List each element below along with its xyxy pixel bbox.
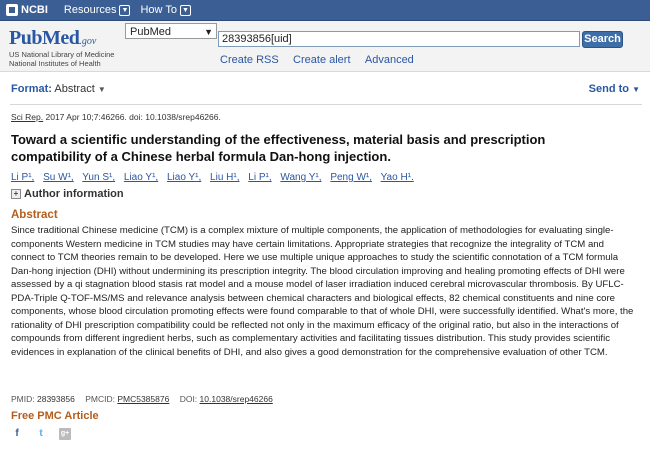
chevron-down-icon: ▼ [180, 5, 191, 16]
author-link[interactable]: Wang Y¹, [280, 172, 322, 183]
abstract-heading: Abstract [11, 209, 58, 221]
social-share [11, 428, 71, 440]
google-plus-icon[interactable]: g+ [59, 428, 71, 440]
expand-plus-icon: + [11, 189, 21, 199]
author-list [11, 172, 420, 183]
search-links [220, 52, 425, 66]
author-link[interactable]: Li P¹, [11, 172, 35, 183]
abstract-text: Since traditional Chinese medicine (TCM) is a complex mixture of multiple components, the application of methodologies for evaluating single-components Western medicine in TCM studies may have certain limitations. Appropriate strategies that recognize the integrality of TCM and connect to TCM theories remain to be developed. Here we use multiple unique approaches to study the scientific connotation of a TCM formula Dan-hong injection (DHI) without undermining its prescription integrity. The blood circulation improving and healing promoting effects of DHI were assessed by a qi stagnation blood stasis rat model and a mouse model of laser irradiation induced cerebral microvascular thrombosis. By UFLC-PDA-Triple Q-TOF-MS/MS and relevance analysis between chemical characters and biological effects, 82 chemical constituents and nine core components, whose blood circulation promoting effects were found comparable to that of whole DHI, were successfully identified. What's more, the rationality of DHI prescription compatibility could be reflected not only in the maximum efficacy of the original ratio, but also in the interactions of compounds from different ingredient herbs, such as complementary activities and facilitating tissues distribution. This study provides scientific evidences in explanation of the clinical benefits of DHI, and also gives a good demonstration for the comprehensive evaluation of other TCM. [11, 225, 634, 358]
create-rss-link[interactable]: Create RSS [220, 54, 279, 66]
author-link[interactable]: Yao H¹. [380, 172, 414, 183]
author-link[interactable]: Liao Y¹, [166, 172, 202, 183]
pmcid-label: PMCID: [85, 394, 115, 404]
chevron-down-icon: ▼ [204, 27, 213, 37]
logo-gov: .gov [79, 36, 97, 47]
free-pmc-article-link[interactable]: Free PMC Article [11, 410, 99, 422]
author-link[interactable]: Yun S¹, [82, 172, 116, 183]
twitter-icon[interactable]: t [39, 428, 43, 439]
advanced-link[interactable]: Advanced [364, 54, 414, 66]
ncbi-top-bar [0, 0, 650, 21]
article-identifiers [11, 394, 281, 404]
pmid-value: 28393856 [37, 394, 75, 404]
resources-menu[interactable] [64, 4, 131, 16]
database-select-value: PubMed [130, 26, 171, 38]
pmid-label: PMID: [11, 394, 35, 404]
nih-line: National Institutes of Health [9, 59, 101, 68]
format-bar [0, 80, 650, 98]
send-to-label: Send to [588, 83, 630, 95]
how-to-menu-label: How To [140, 4, 177, 16]
nlm-line: US National Library of Medicine [9, 50, 115, 59]
create-alert-link[interactable]: Create alert [293, 54, 351, 66]
author-link[interactable]: Liu H¹, [210, 172, 240, 183]
logo-pub: Pub [9, 27, 42, 49]
doi-label: DOI: [179, 394, 198, 404]
author-link[interactable]: Li P¹, [248, 172, 272, 183]
database-select[interactable] [125, 23, 217, 39]
search-button[interactable]: Search [582, 31, 623, 48]
pubmed-logo[interactable] [9, 27, 114, 68]
article-title: Toward a scientific understanding of the effectiveness, material basis and prescription compatibility of a Chinese herbal formula Dan-hong injection. [11, 132, 546, 164]
ncbi-logo-icon [6, 4, 18, 16]
citation-details: 2017 Apr 10;7:46266. doi: 10.1038/srep46266. [45, 112, 221, 122]
facebook-icon[interactable]: f [15, 428, 19, 439]
how-to-menu[interactable] [140, 4, 190, 16]
logo-med: Med [41, 27, 80, 49]
author-link[interactable]: Su W¹, [43, 172, 74, 183]
chevron-down-icon: ▼ [97, 85, 106, 94]
search-input[interactable]: 28393856[uid] [218, 31, 580, 47]
divider [10, 104, 642, 105]
author-information-toggle[interactable] [11, 188, 124, 200]
pmcid-link[interactable]: PMC5385876 [117, 394, 170, 404]
journal-link[interactable]: Sci Rep. [11, 112, 44, 122]
author-information-label: Author information [24, 188, 124, 200]
chevron-down-icon: ▼ [632, 85, 640, 94]
resources-menu-label: Resources [63, 4, 117, 16]
author-link[interactable]: Liao Y¹, [123, 172, 159, 183]
chevron-down-icon: ▼ [119, 5, 130, 16]
ncbi-logo[interactable] [6, 4, 48, 16]
author-link[interactable]: Peng W¹, [330, 172, 373, 183]
send-to-menu[interactable] [589, 83, 640, 95]
format-value: Abstract [54, 83, 95, 95]
format-label: Format: [11, 83, 52, 95]
citation [11, 112, 221, 122]
ncbi-logo-text: NCBI [21, 4, 48, 16]
format-select[interactable] [11, 83, 106, 95]
doi-link[interactable]: 10.1038/srep46266 [199, 394, 273, 404]
